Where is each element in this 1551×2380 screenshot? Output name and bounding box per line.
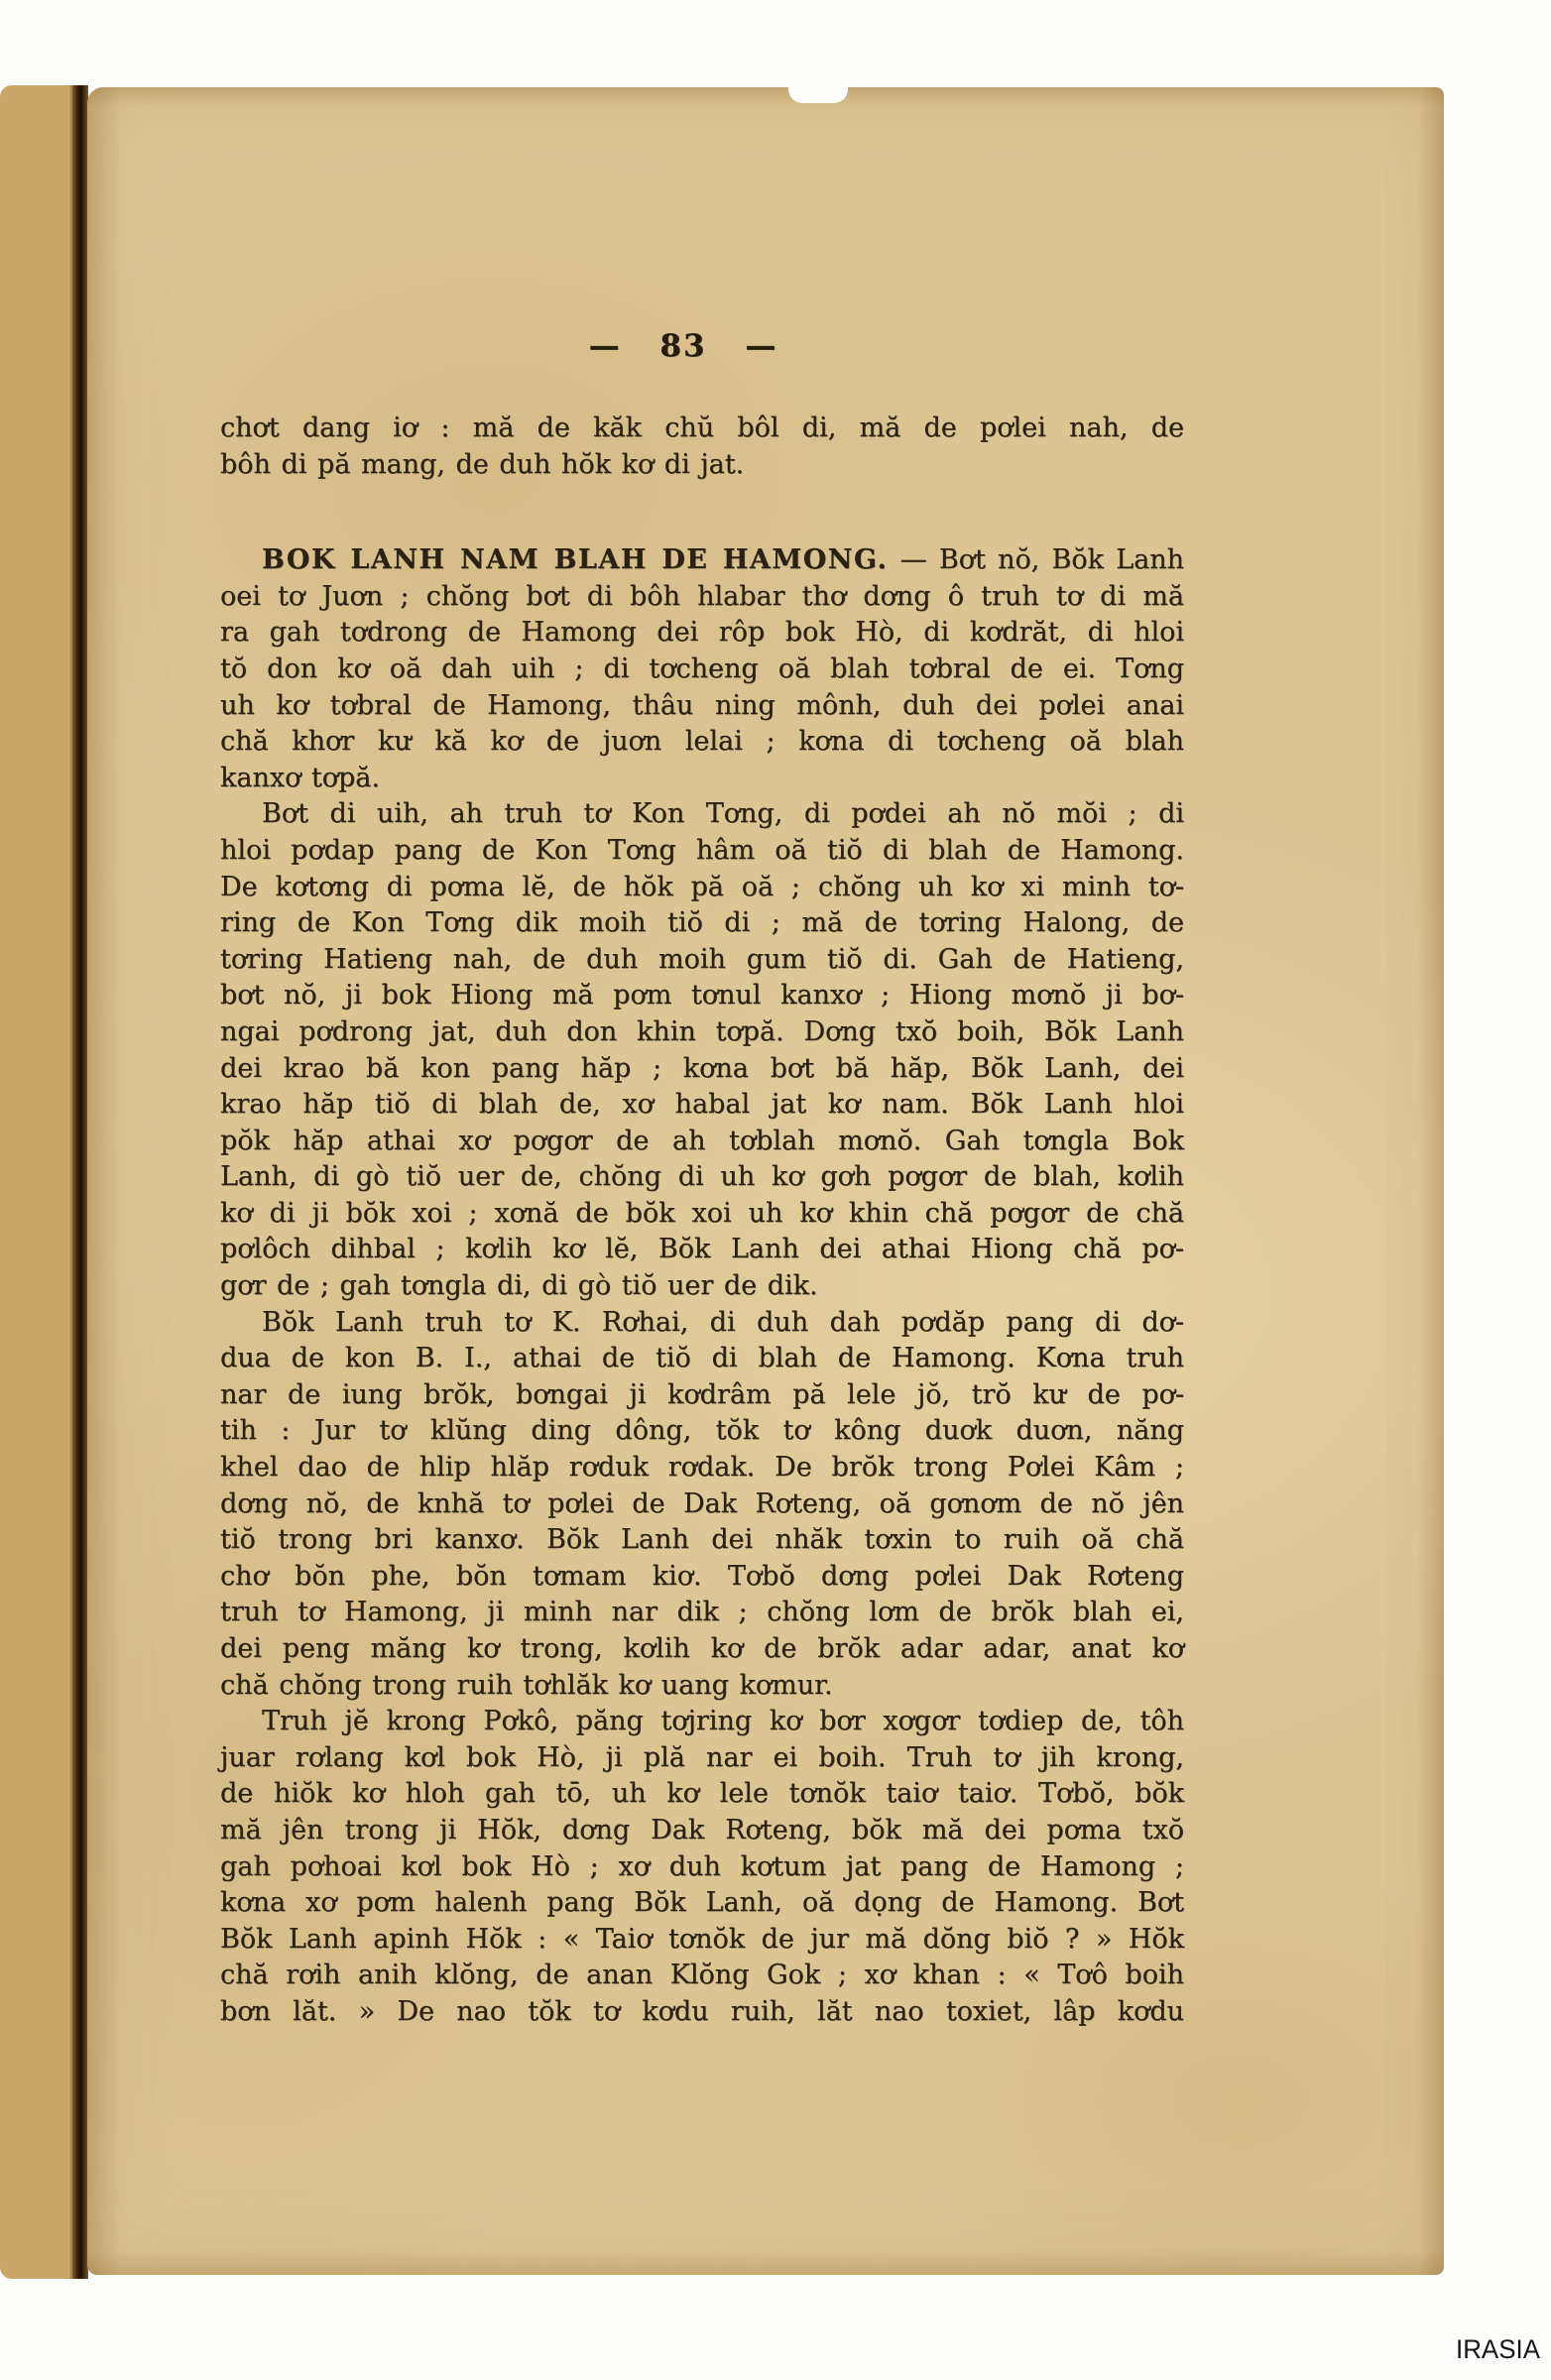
text-line: gơr de ; gah tơngla di, di gò tiŏ uer de dik.: [220, 1270, 818, 1302]
text-line: Bŏk Lanh truh tơ K. Rơhai, di duh dah pơdăp pang di dơ-: [262, 1306, 1184, 1338]
text-line: truh tơ Hamong, ji minh nar dik ; chŏng lơm de brŏk blah ei,: [220, 1597, 1184, 1628]
text-line: bơn lăt. » De nao tŏk tơ kơdu ruih, lăt nao toxiet, lâp kơdu: [220, 1995, 1184, 2027]
text-block: [220, 411, 1184, 2031]
text-line: bơt nŏ, ji bok Hiong mă pơm tơnul kanxơ ; Hiong mơnŏ ji bơ-: [220, 980, 1184, 1012]
text-line: pŏk hăp athai xơ pơgơr de ah tơblah mơnŏ. Gah tơngla Bok: [220, 1125, 1184, 1156]
text-line: gah pơhoai kơl bok Hò ; xơ duh kơtum jat pang de Hamong ;: [220, 1850, 1184, 1882]
text-line: uh kơ tơbral de Hamong, thâu ning mônh, duh dei pơlei anai: [220, 689, 1184, 721]
text-line: dei krao bă kon pang hăp ; kơna bơt bă hăp, Bŏk Lanh, dei: [220, 1052, 1184, 1084]
text-line: ngai pơdrong jat, duh don khin tơpă. Dơng txŏ boih, Bŏk Lanh: [220, 1015, 1184, 1047]
text-line: kơna xơ pơm halenh pang Bŏk Lanh, oă dọng de Hamong. Bơt: [220, 1887, 1184, 1919]
text-line: tŏ don kơ oă dah uih ; di tơcheng oă blah tơbral de ei. Tơng: [220, 653, 1184, 684]
paragraph: [220, 411, 1184, 483]
text-line: oei tơ Juơn ; chŏng bơt di bôh hlabar thơ dơng ô truh tơ di mă: [220, 580, 1184, 612]
text-line: ring de Kon Tơng dik moih tiŏ di ; mă de tơring Halong, de: [220, 907, 1184, 939]
text-line: chơt dang iơ : mă de kăk chŭ bôl di, mă de pơlei nah, de: [220, 413, 1184, 443]
text-line: nar de iung brŏk, bơngai ji kơdrâm pă lele jŏ, trŏ kư de pơ-: [220, 1378, 1184, 1410]
text-line: chă chŏng trong ruih tơhlăk kơ uang kơmur.: [220, 1669, 833, 1701]
text-line: kanxơ tơpă.: [220, 762, 380, 793]
text-line: Bŏk Lanh apinh Hŏk : « Taiơ tơnŏk de jur mă dŏng biŏ ? » Hŏk: [220, 1923, 1184, 1955]
text-line: pơlôch dihbal ; kơlih kơ lĕ, Bŏk Lanh dei athai Hiong chă pơ-: [220, 1234, 1184, 1265]
text-line: kơ di ji bŏk xoi ; xơnă de bŏk xoi uh kơ khin chă pơgơr de chă: [220, 1197, 1184, 1229]
paragraph: [220, 796, 1184, 1304]
text-line: Truh jĕ krong Pơkô, păng tơjring kơ bơr xơgơr tơdiep de, tôh: [262, 1706, 1184, 1737]
paragraph: [220, 1704, 1184, 2030]
text-line: hloi pơdap pang de Kon Tơng hâm oă tiŏ di blah de Hamong.: [220, 834, 1184, 866]
text-line: bôh di pă mang, de duh hŏk kơ di jat.: [220, 448, 745, 480]
text-line: ra gah tơdrong de Hamong dei rôp bok Hò, di kơdrăt, di hloi: [220, 617, 1184, 649]
section-heading: BOK LANH NAM BLAH DE HAMONG.: [262, 544, 889, 576]
page-edge-notch: [788, 84, 848, 103]
text-line: de hiŏk kơ hloh gah tō, uh kơ lele tơnŏk taiơ taiơ. Tơbŏ, bŏk: [220, 1778, 1184, 1810]
text-line: khel dao de hlip hlăp rơduk rơdak. De brŏk trong Pơlei Kâm ;: [220, 1452, 1184, 1484]
book-page: [87, 87, 1444, 2275]
text-line: BOK LANH NAM BLAH DE HAMONG. — Bơt nŏ, Bŏk Lanh: [262, 544, 1184, 576]
text-line: tơring Hatieng nah, de duh moih gum tiŏ di. Gah de Hatieng,: [220, 943, 1184, 975]
text-line: mă jên trong ji Hŏk, dơng Dak Rơteng, bŏk mă dei pơma txŏ: [220, 1814, 1184, 1845]
text-line: dei peng măng kơ trong, kơlih kơ de brŏk adar adar, anat kơ: [220, 1633, 1184, 1664]
text-line: dua de kon B. I., athai de tiŏ di blah de Hamong. Kơna truh: [220, 1343, 1184, 1374]
text-line: chơ bŏn phe, bŏn tơmam kiơ. Tơbŏ dơng pơlei Dak Rơteng: [220, 1560, 1184, 1592]
book-gutter: [69, 85, 88, 2279]
text-line: chă rơih anih klŏng, de anan Klŏng Gok ; xơ khan : « Tơô boih: [220, 1960, 1184, 1991]
text-line: tih : Jur tơ klŭng ding dông, tŏk tơ kông duơk duơn, năng: [220, 1415, 1184, 1447]
text-line: juar rơlang kơl bok Hò, ji plă nar ei boih. Truh tơ jih krong,: [220, 1741, 1184, 1773]
page-number: — 83 —: [588, 328, 778, 364]
text-line: Bơt di uih, ah truh tơ Kon Tơng, di pơdei ah nŏ mŏi ; di: [262, 798, 1184, 830]
text-line: dơng nŏ, de knhă tơ pơlei de Dak Rơteng, oă gơnơm de nŏ jên: [220, 1488, 1184, 1519]
text-line: Lanh, di gò tiŏ uer de, chŏng di uh kơ gơh pơgơr de blah, kơlih: [220, 1161, 1184, 1193]
watermark-label: IRASIA: [1456, 2334, 1540, 2364]
paragraph: [220, 1305, 1184, 1705]
previous-page-edge: [0, 85, 71, 2279]
text-line: chă khơr kư kă kơ de juơn lelai ; kơna di tơcheng oă blah: [220, 726, 1184, 758]
text-line: krao hăp tiŏ di blah de, xơ habal jat kơ nam. Bŏk Lanh hloi: [220, 1089, 1184, 1121]
text-line: De kơtơng di pơma lĕ, de hŏk pă oă ; chŏng uh kơ xi minh tơ-: [220, 871, 1184, 902]
paragraph: [220, 542, 1184, 796]
text-line: tiŏ trong bri kanxơ. Bŏk Lanh dei nhăk tơxin to ruih oă chă: [220, 1524, 1184, 1556]
